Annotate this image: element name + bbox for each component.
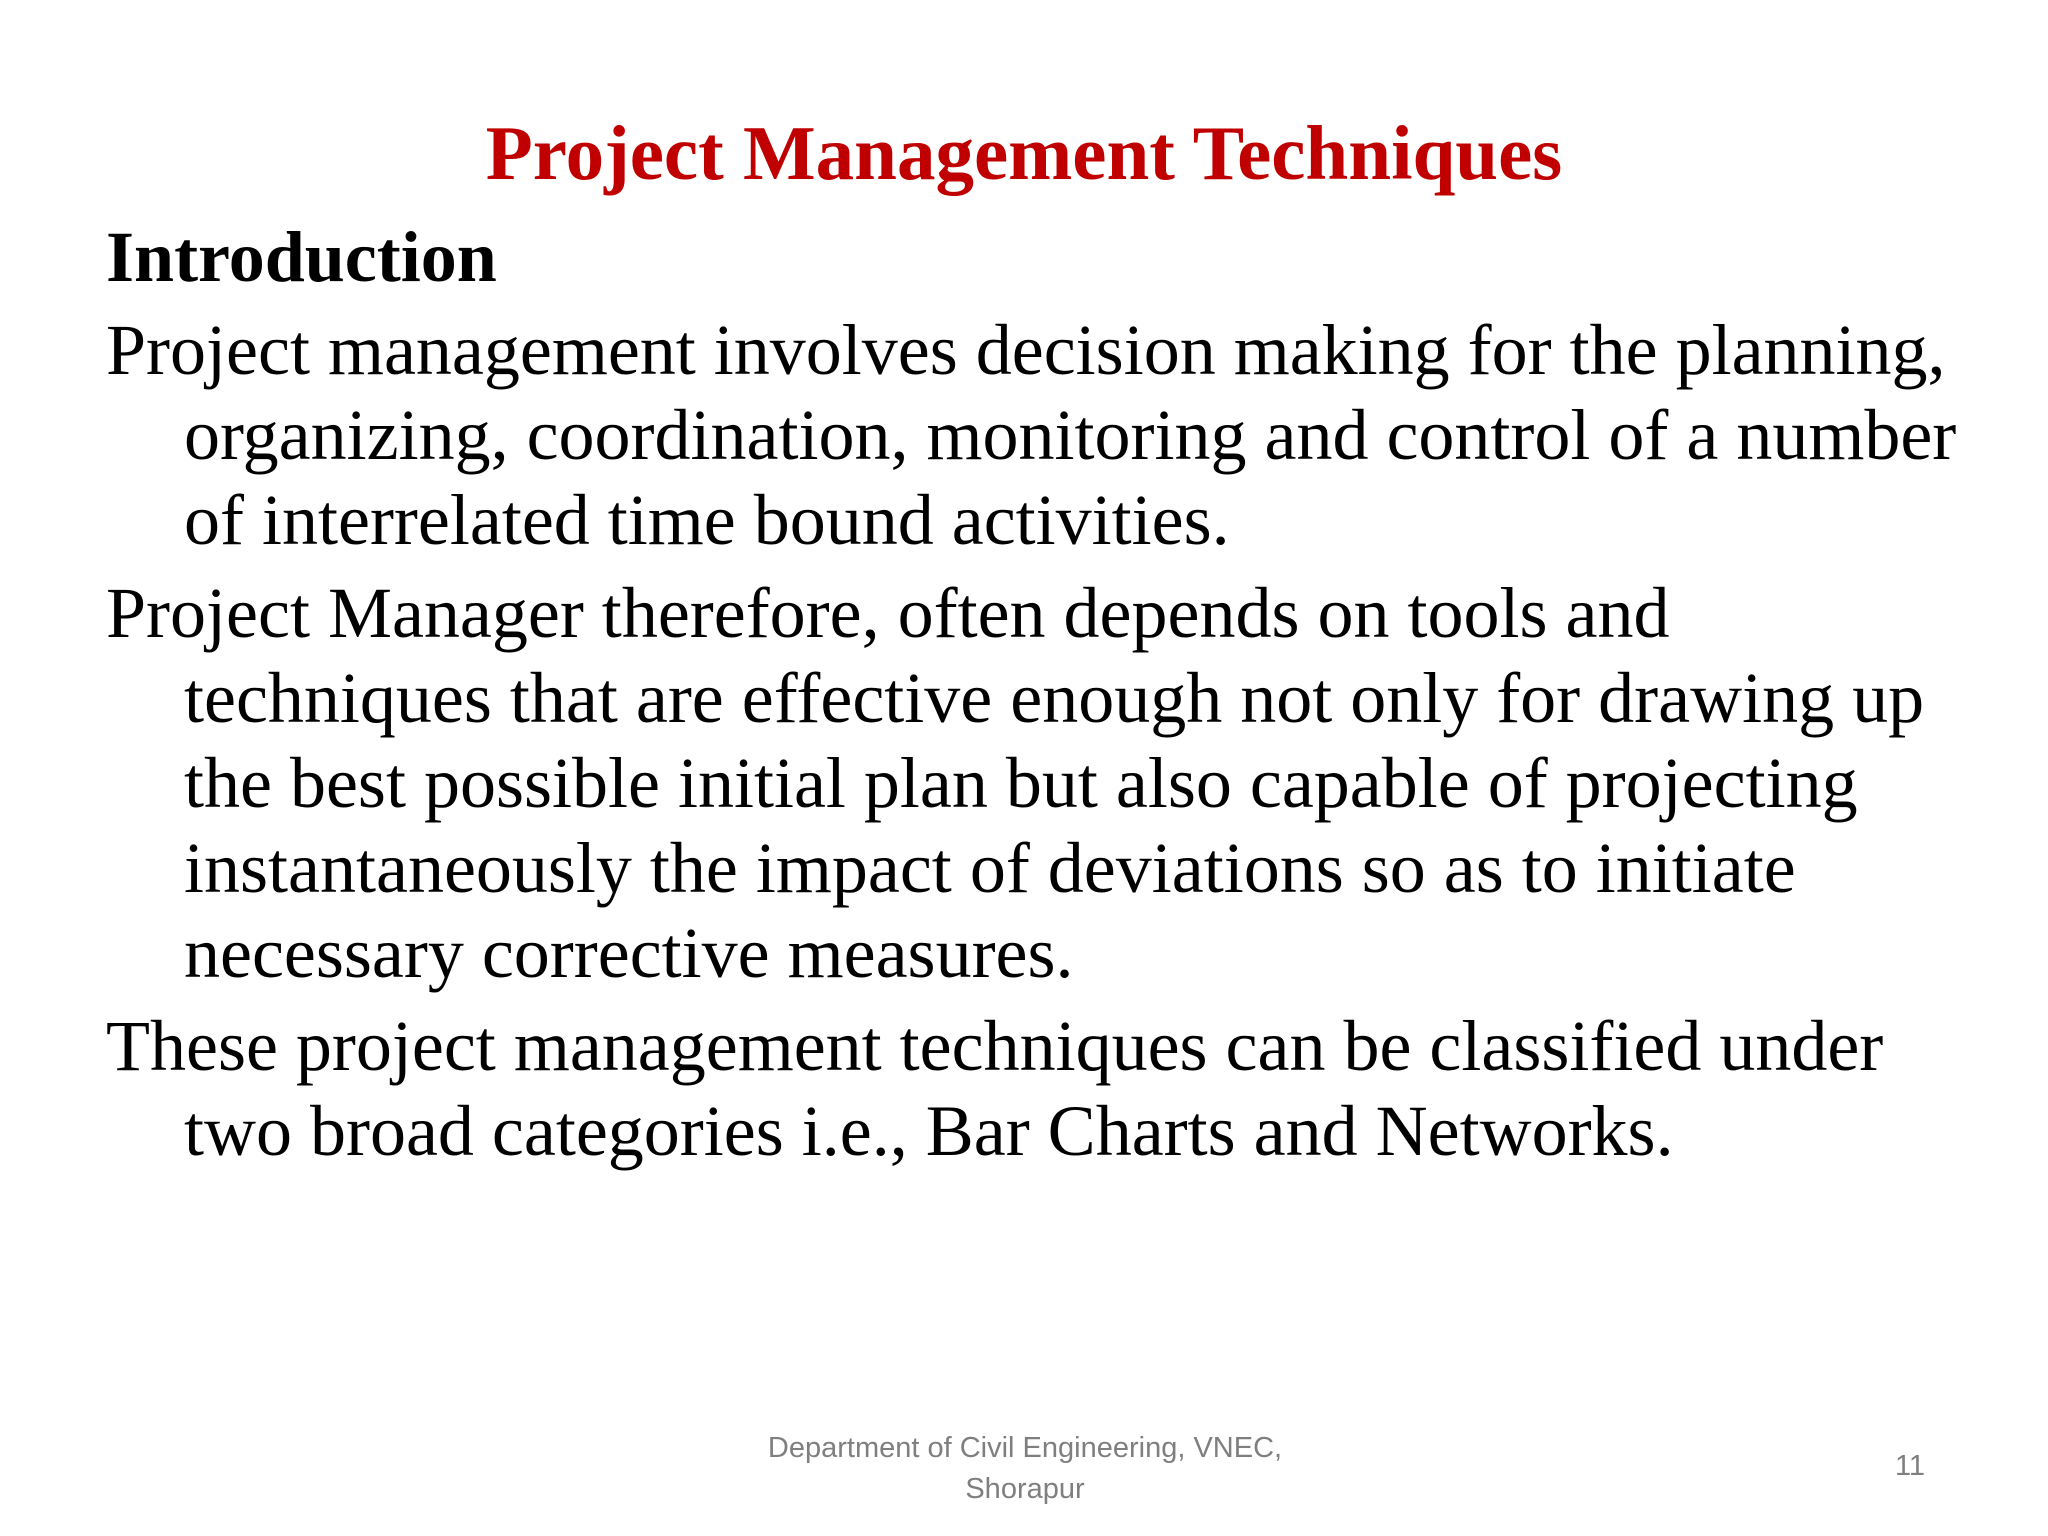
page-number: 11 (1894, 1450, 1926, 1482)
slide-content (106, 212, 1986, 1182)
paragraph-project-manager: Project Manager therefore, often depends on tools and techniques that are effective enough not only for drawing up the best possible initial plan but also capable of projecting instantaneously the impact of deviations so as to initiate necessary corrective measures. (106, 573, 1925, 993)
paragraph-techniques-classification: These project management techniques can be classified under two broad categories i.e., Bar Charts and Networks. (106, 1006, 1884, 1171)
section-heading: Introduction (106, 217, 497, 297)
slide-footer (700, 1428, 1350, 1510)
slide-title: Project Management Techniques (485, 110, 1563, 196)
footer-location: Shorapur (965, 1473, 1085, 1505)
paragraph-project-management: Project management involves decision making for the planning, organizing, coordination, monitoring and control of a number of interrelated time bound activities. (106, 310, 1957, 560)
footer-department: Department of Civil Engineering, VNEC, (767, 1432, 1283, 1464)
